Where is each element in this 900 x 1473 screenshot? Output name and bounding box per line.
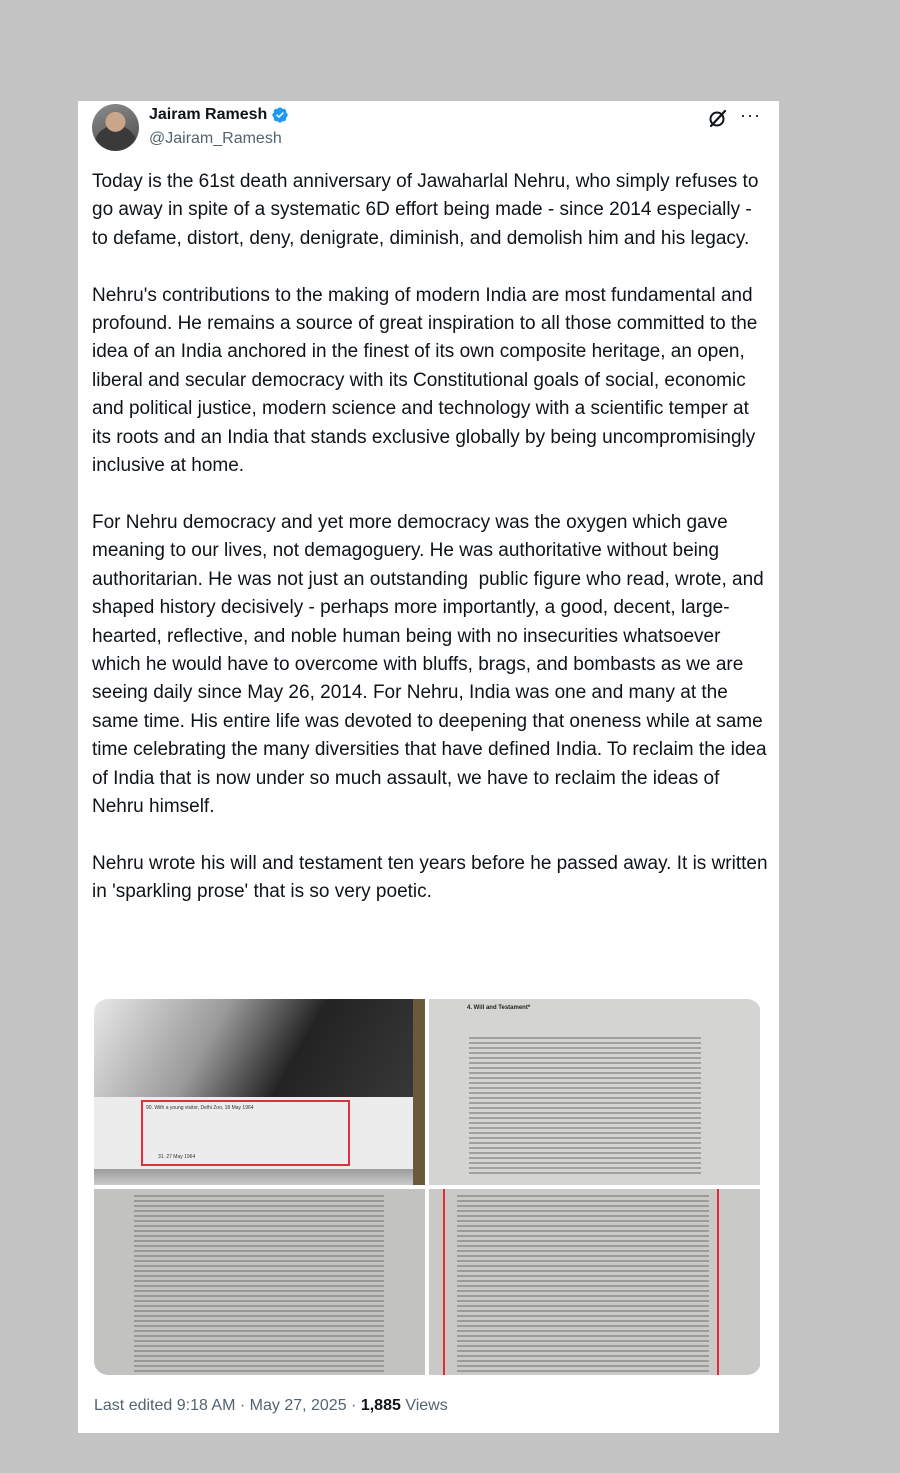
text-lines [469,1037,701,1177]
media-image-testament-page[interactable] [429,999,760,1185]
grok-icon[interactable] [708,108,728,128]
highlight-line-right [717,1189,719,1375]
media-grid [94,999,761,1375]
tweet-card [78,101,779,1433]
photo-caption-top: 90. With a young visitor, Delhi Zoo, 18 May 1964 [146,1105,254,1111]
media-image-page-right[interactable] [429,1189,760,1375]
media-image-photo[interactable] [94,999,425,1185]
tweet-actions-top [708,105,761,128]
views-label: Views [400,1397,448,1414]
highlight-box [141,1100,350,1166]
avatar[interactable] [92,104,139,151]
author-handle[interactable]: @Jairam_Ramesh [149,130,282,147]
author-name[interactable] [149,106,289,124]
media-image-page-left[interactable] [94,1189,425,1375]
tweet-text: Today is the 61st death anniversary of Jawaharlal Nehru, who simply refuses to go away in spite of a systematic 6D effort being made - since 2014 especially - to defame, distort, deny, denigrate, diminish, and demolish him and his legacy. Nehru's contributions to the making of modern India are most fundamental and profound. He remains a source of great inspiration to all those committed to the idea of an India anchored in the finest of its own composite heritage, an open, liberal and secular democracy with its Constitutional goals of social, economic and political justice, modern science and technology with a scientific temper at its roots and an India that stands exclusive globally by being uncompromisingly inclusive at home. For Nehru democracy and yet more democracy was the oxygen which gave meaning to our lives, not demagoguery. He was authoritative without being authoritarian. He was not just an outstanding public figure who read, wrote, and shaped history decisively - perhaps more importantly, a good, decent, large-hearted, reflective, and noble human being with no insecurities whatsoever which he would have to overcome with bluffs, brags, and bombasts as we are seeing daily since May 26, 2014. For Nehru, India was one and many at the same time. His entire life was devoted to deepening that oneness while at same time celebrating the many diversities that have defined India. To reclaim the idea of India that is now under so much assault, we have to reclaim the ideas of Nehru himself. Nehru wrote his will and testament ten years before he passed away. It is written in 'sparkling prose' that is so very poetic. [92,171,768,903]
photo-caption-bottom: 31. 27 May 1964 [158,1154,196,1160]
text-lines [134,1195,384,1375]
page-title: 4. Will and Testament* [467,1005,531,1011]
text-lines [457,1195,709,1375]
tweet-meta [94,1397,448,1415]
highlight-line-left [443,1189,445,1375]
photo-edge [413,999,425,1185]
verified-badge-icon[interactable] [271,106,289,124]
edited-timestamp[interactable]: Last edited 9:18 AM · May 27, 2025 · [94,1397,361,1414]
more-icon[interactable]: ··· [740,105,761,125]
views-count: 1,885 [360,1397,401,1414]
photo-dark-area [94,999,425,1104]
author-name-text[interactable]: Jairam Ramesh [149,106,268,123]
